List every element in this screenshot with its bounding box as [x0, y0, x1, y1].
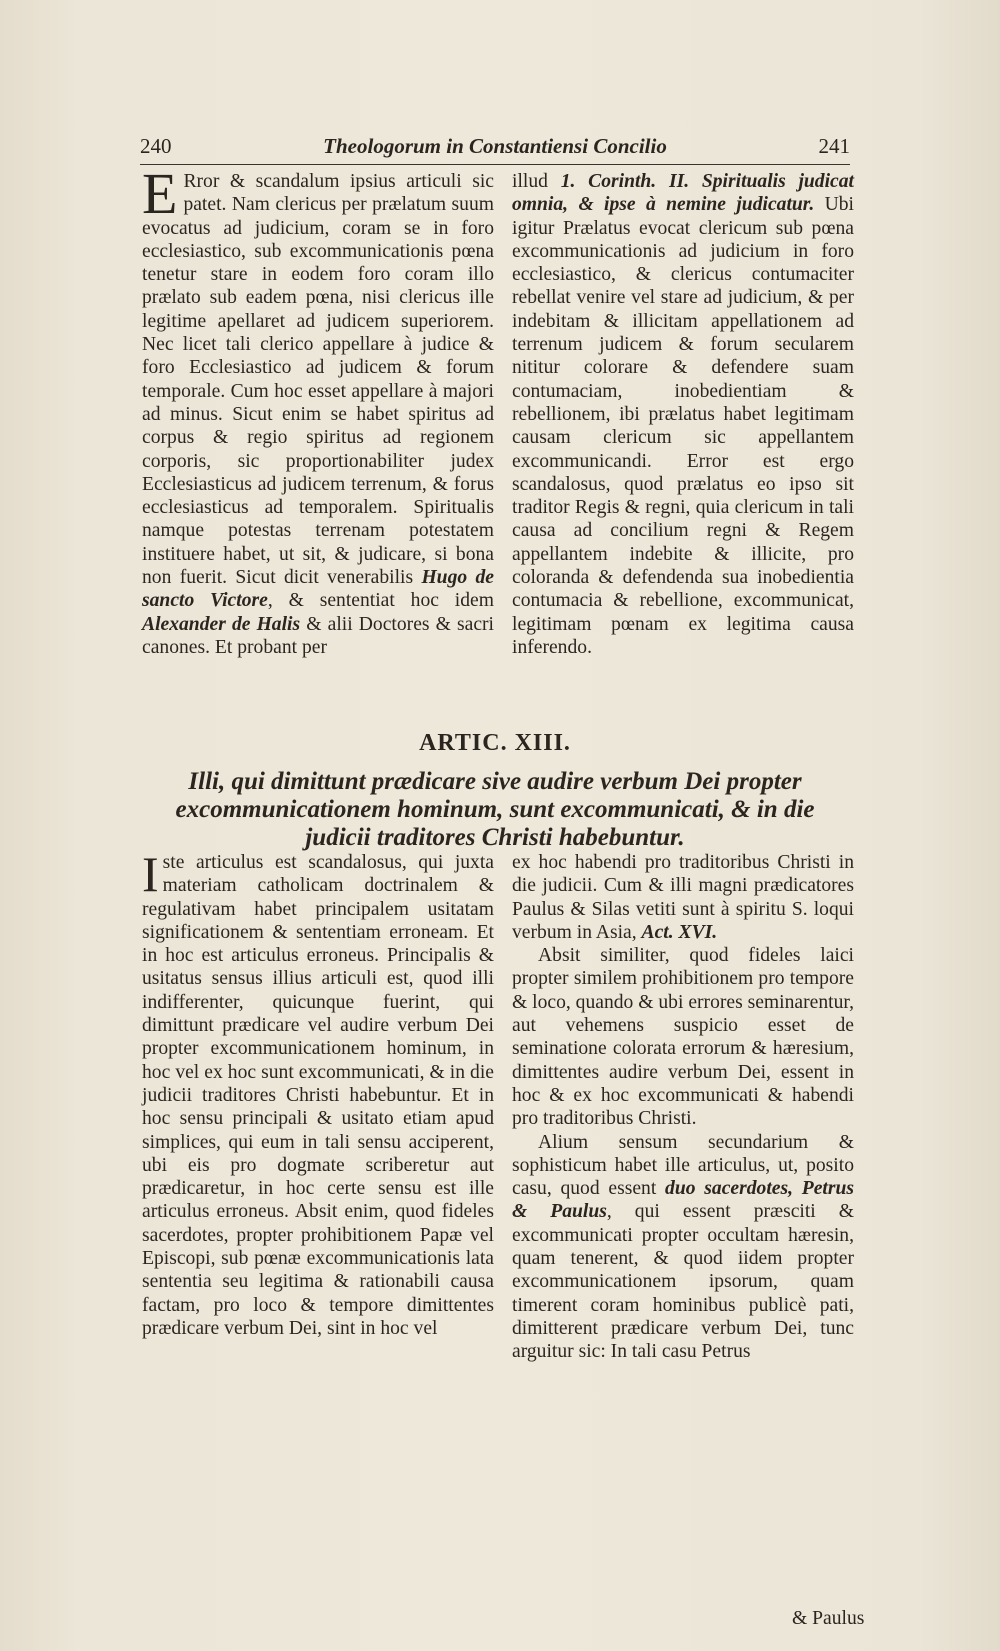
paragraph-text: ex hoc habendi pro traditoribus Christi in die judicii. Cum & illi magni prædicatores Paulus & Silas vetiti sunt à spiritu S. loqui verbum in Asia,	[512, 852, 854, 943]
page-number-right: 241	[818, 134, 850, 158]
top-right-column	[512, 170, 854, 659]
named-priests: duo sacerdotes, Petrus & Paulus	[512, 1178, 854, 1223]
header-rule	[140, 164, 850, 165]
paragraph-text: Rror & scandalum ipsius articuli sic patet. Nam clericus per prælatum suum evocatus ad judicium, coram se in foro ecclesiastico, sub excommunicationis pœna tenetur stare in eodem foro coram illo prælato sub eadem pœna, nisi clericus ille legitime apellaret ad judicem superiorem. Nec licet tali clerico appellare à judice & foro Ecclesiastico ad judicem & forum temporale. Cum hoc esset appellare à majori ad minus. Sicut enim se habet spiritus ad corpus & regio spiritus ad regionem corporis, sic proportionabiliter judex Ecclesiasticus ad judicem terrenum, & forus ecclesiasticus ad temporalem. Spiritualis namque potestas terrenam potestatem instituere habet, ut sit, & judicare, si bona non fuerit. Sicut dicit venerabilis	[142, 171, 494, 589]
scripture-citation: Act. XVI.	[641, 921, 718, 943]
running-header	[140, 130, 850, 164]
bottom-right-column	[512, 851, 854, 1364]
paragraph-text: Alium sensum secundarium & sophisticum habet ille articulus, ut, posito casu, quod essent	[512, 1131, 854, 1200]
scripture-quote: Spiritualis judicat omnia, & ipse à nemine judicatur.	[512, 171, 854, 216]
paragraph-text: , qui essent præsciti & excommunicati propter occultam hæresin, quam tenerent, & quod iidem propter excommunicationem ipsorum, quam timerent coram hominibus publicè pati, dimitterent prædicare verbum Dei, tunc arguitur sic: In tali casu Petrus	[512, 1201, 854, 1363]
drop-capital-e: E	[142, 161, 178, 226]
author-hugo: Hugo de sancto Victore	[142, 567, 494, 612]
error-paragraph	[142, 161, 494, 659]
commentary-paragraph	[512, 851, 854, 944]
top-left-column	[142, 161, 494, 659]
commentary-paragraph	[142, 846, 494, 1340]
paragraph-text: Ubi igitur Prælatus evocat clericum sub pœna excommunicationis ad judicium in foro ecclesiastico, & clericus contumaciter rebellat venire vel stare ad judicium, & per indebitam & illicitam appellationem ad terrenum judicem & forum secularem nititur colorare & defendere suam contumaciam, inobedientiam & rebellionem, ibi prælatus habet legitimam causam clericum sic appellantem excommunicandi. Error est ergo scandalosus, quod prælatus eo ipso sit traditor Regis & regni, quia clericum in tali causa ad concilium regni & Regem appellantem indebite & illicite, pro coloranda & defendenda sua inobedientia contumacia & rebellione, excommunicat, legitimam pœnam ex legitima causa inferendo.	[512, 194, 854, 658]
author-alexander: Alexander de Halis	[142, 613, 301, 635]
page-number-left: 240	[140, 134, 172, 158]
bottom-left-column	[142, 846, 494, 1340]
scripture-citation: 1. Corinth. II.	[560, 171, 690, 192]
paragraph-text: , & sententiat hoc idem	[267, 590, 494, 612]
article-heading: ARTIC. XIII.	[419, 730, 571, 756]
commentary-paragraph	[512, 1131, 854, 1364]
paragraph-text: & alii Doctores & sacri canones. Et probant per	[142, 613, 494, 658]
commentary-paragraph	[512, 944, 854, 1130]
running-title: Theologorum in Constantiensi Concilio	[323, 134, 667, 158]
paragraph-text: illud	[512, 171, 548, 192]
paragraph-text: ste articulus est scandalosus, qui juxta materiam catholicam doctrinalem & regulativam habet principalem usitatam significationem & sententiam erroneam. Et in hoc est articulus erroneus. Principalis & usitatus sensus illius articuli est, quod illi indifferenter, quicunque fuerint, qui dimittunt prædicare vel audire verbum Dei propter excommunicationem hominum, in hoc vel ex hoc sunt excommunicati, & in die judicii traditores Christi habebuntur. Et in hoc sensu principali & usitato etiam apud simplices, qui eum in tali sensu acciperent, ubi eis pro dogmate scriberetur aut prædicaretur, in hoc certe sensu est ille articulus erroneus. Absit enim, quod fideles sacerdotes, propter prohibitionem Papæ vel Episcopi, sub pœnæ excommunicationis lata sententia seu legitima & rationabili causa factam, pro loco & tempore dimittentes prædicare verbum Dei, sint in hoc vel	[142, 852, 494, 1339]
catchword: & Paulus	[792, 1608, 865, 1629]
article-title: Illi, qui dimittunt prædicare sive audire verbum Dei propter excommunicationem hominum, sunt excommunicati, & in die judicii traditores Christi habebuntur.	[175, 768, 815, 851]
drop-capital-i: I	[142, 846, 159, 902]
paragraph-text: Absit similiter, quod fideles laici propter similem prohibitionem pro tempore & loco, quando & ubi errores seminarentur, aut vehemens suspicio esset de seminatione colorata errorum & hæresium, dimittentes audire verbum Dei, essent in hoc & ex hoc excommunicati & habendi pro traditoribus Christi.	[512, 945, 855, 1130]
continuation-paragraph	[512, 170, 854, 659]
